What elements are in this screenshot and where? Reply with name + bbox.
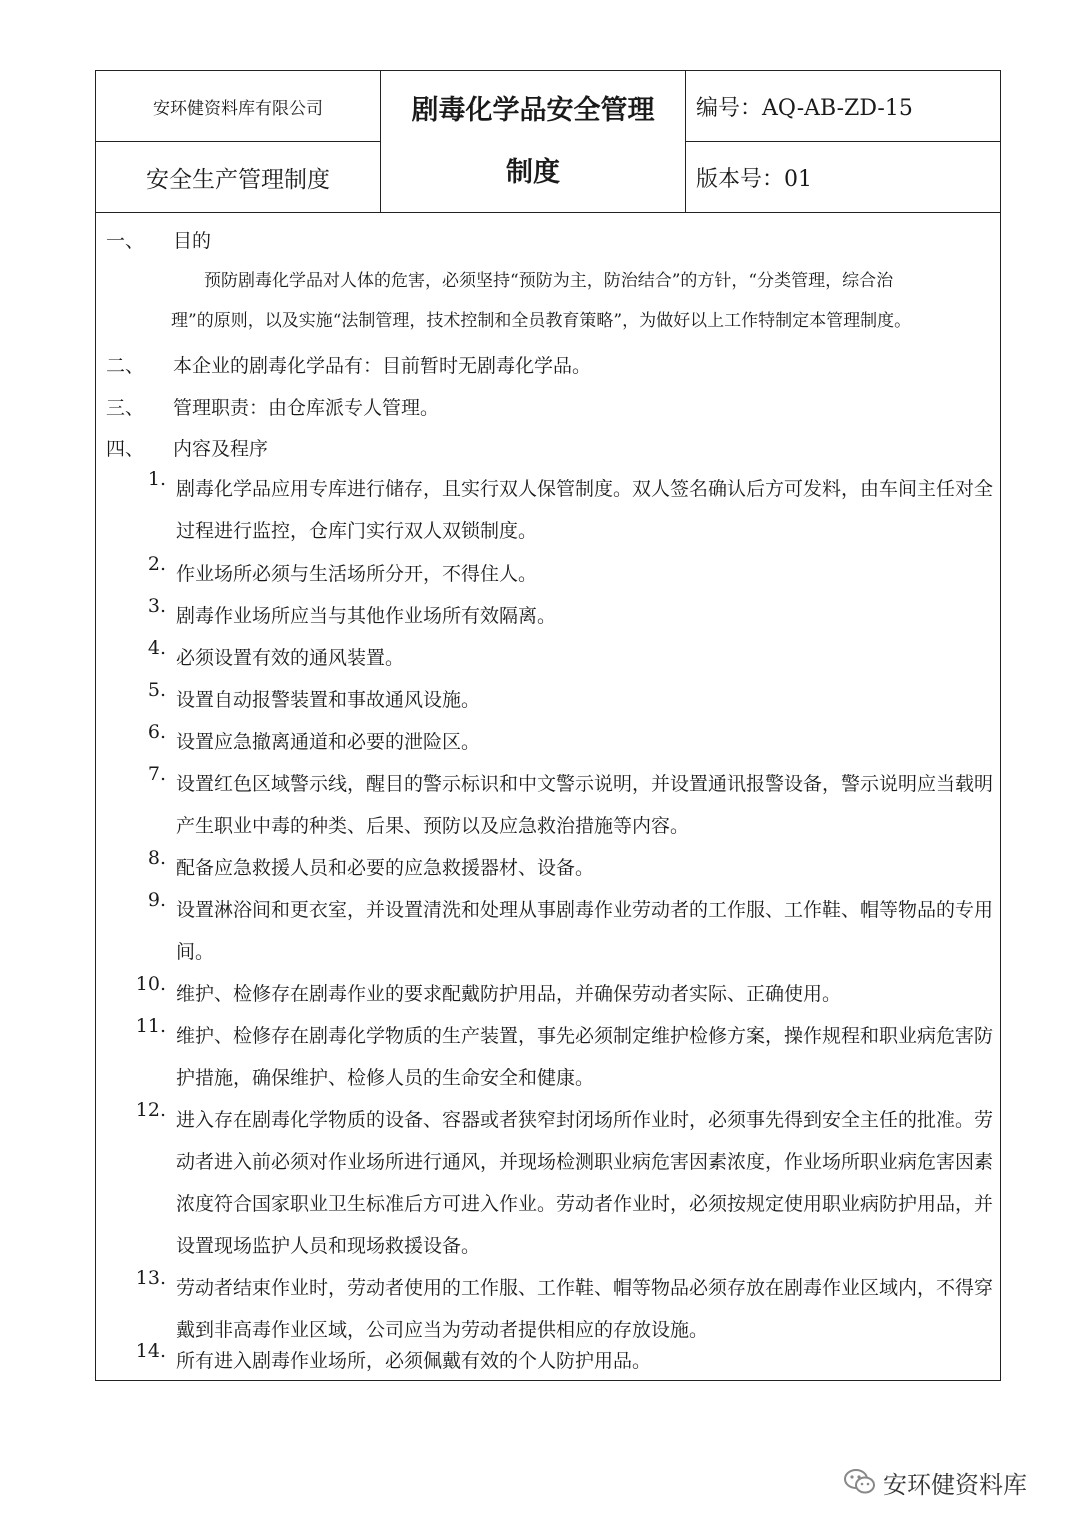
item-text: 设置自动报警装置和事故通风设施。 bbox=[176, 689, 481, 711]
title-line-1: 剧毒化学品安全管理 bbox=[411, 94, 655, 126]
item-number: 6. bbox=[147, 721, 166, 743]
item-text: 剧毒作业场所应当与其他作业场所有效隔离。 bbox=[176, 605, 557, 627]
section-number: 三、 bbox=[106, 397, 145, 419]
wechat-icon bbox=[843, 1467, 877, 1497]
item-number: 3. bbox=[147, 595, 166, 617]
item-text: 劳动者结束作业时，劳动者使用的工作服、工作鞋、帽等物品必须存放在剧毒作业区域内，不得穿戴到非高毒作业区域，公司应当为劳动者提供相应的存放设施。 bbox=[176, 1277, 994, 1341]
item-number: 9. bbox=[147, 889, 166, 911]
document-category: 安全生产管理制度 bbox=[96, 142, 381, 212]
title-line-2: 制度 bbox=[506, 156, 560, 188]
item-text: 必须设置有效的通风装置。 bbox=[176, 647, 405, 669]
document-code: 编号：AQ-AB-ZD-15 bbox=[686, 71, 1000, 142]
item-number: 14. bbox=[135, 1340, 166, 1362]
item-text: 设置红色区域警示线，醒目的警示标识和中文警示说明，并设置通讯报警设备，警示说明应当载明产生职业中毒的种类、后果、预防以及应急救治措施等内容。 bbox=[176, 773, 994, 837]
item-text: 设置淋浴间和更衣室，并设置清洗和处理从事剧毒作业劳动者的工作服、工作鞋、帽等物品的专用间。 bbox=[176, 899, 994, 963]
document-body bbox=[96, 212, 1000, 1380]
section-title: 管理职责：由仓库派专人管理。 bbox=[173, 397, 440, 419]
item-text: 所有进入剧毒作业场所，必须佩戴有效的个人防护用品。 bbox=[176, 1350, 652, 1372]
section-number: 二、 bbox=[106, 355, 145, 377]
item-number: 10. bbox=[135, 973, 166, 995]
section-title: 本企业的剧毒化学品有：目前暂时无剧毒化学品。 bbox=[173, 355, 592, 377]
item-text: 配备应急救援人员和必要的应急救援器材、设备。 bbox=[176, 857, 595, 879]
item-number: 13. bbox=[135, 1267, 166, 1289]
item-number: 1. bbox=[147, 468, 166, 490]
item-number: 5. bbox=[147, 679, 166, 701]
section-number: 四、 bbox=[106, 438, 145, 460]
item-text: 设置应急撤离通道和必要的泄险区。 bbox=[176, 731, 481, 753]
watermark bbox=[843, 1462, 1027, 1502]
document-header bbox=[96, 71, 1000, 212]
item-number: 12. bbox=[135, 1099, 166, 1121]
item-number: 7. bbox=[147, 763, 166, 785]
section-title: 内容及程序 bbox=[173, 438, 269, 460]
item-text: 进入存在剧毒化学物质的设备、容器或者狭窄封闭场所作业时，必须事先得到安全主任的批准。劳动者进入前必须对作业场所进行通风，并现场检测职业病危害因素浓度，作业场所职业病危害因素浓度符合国家职业卫生标准后方可进入作业。劳动者作业时，必须按规定使用职业病防护用品，并设置现场监护人员和现场救援设备。 bbox=[176, 1109, 994, 1257]
watermark-text: 安环健资料库 bbox=[883, 1470, 1027, 1499]
item-number: 8. bbox=[147, 847, 166, 869]
purpose-line: 理”的原则，以及实施“法制管理，技术控制和全员教育策略”，为做好以上工作特制定本管理制度。 bbox=[171, 311, 912, 331]
purpose-line: 预防剧毒化学品对人体的危害，必须坚持“预防为主，防治结合”的方针，“分类管理，综合治 bbox=[204, 271, 894, 291]
item-text: 作业场所必须与生活场所分开，不得住人。 bbox=[176, 563, 538, 585]
item-text: 维护、检修存在剧毒化学物质的生产装置，事先必须制定维护检修方案，操作规程和职业病危害防护措施，确保维护、检修人员的生命安全和健康。 bbox=[176, 1025, 994, 1089]
item-number: 2. bbox=[147, 553, 166, 575]
item-text: 维护、检修存在剧毒作业的要求配戴防护用品，并确保劳动者实际、正确使用。 bbox=[176, 983, 842, 1005]
document-version: 版本号：01 bbox=[696, 166, 812, 192]
purpose-paragraph bbox=[171, 261, 991, 341]
document-title bbox=[381, 71, 686, 212]
company-name: 安环健资料库有限公司 bbox=[96, 71, 381, 142]
section-number: 一、 bbox=[106, 230, 145, 252]
item-number: 11. bbox=[135, 1015, 166, 1037]
section-title: 目的 bbox=[173, 230, 212, 252]
document-table bbox=[95, 70, 1001, 1381]
item-text: 剧毒化学品应用专库进行储存，且实行双人保管制度。双人签名确认后方可发料，由车间主任对全过程进行监控，仓库门实行双人双锁制度。 bbox=[176, 478, 994, 542]
item-number: 4. bbox=[147, 637, 166, 659]
